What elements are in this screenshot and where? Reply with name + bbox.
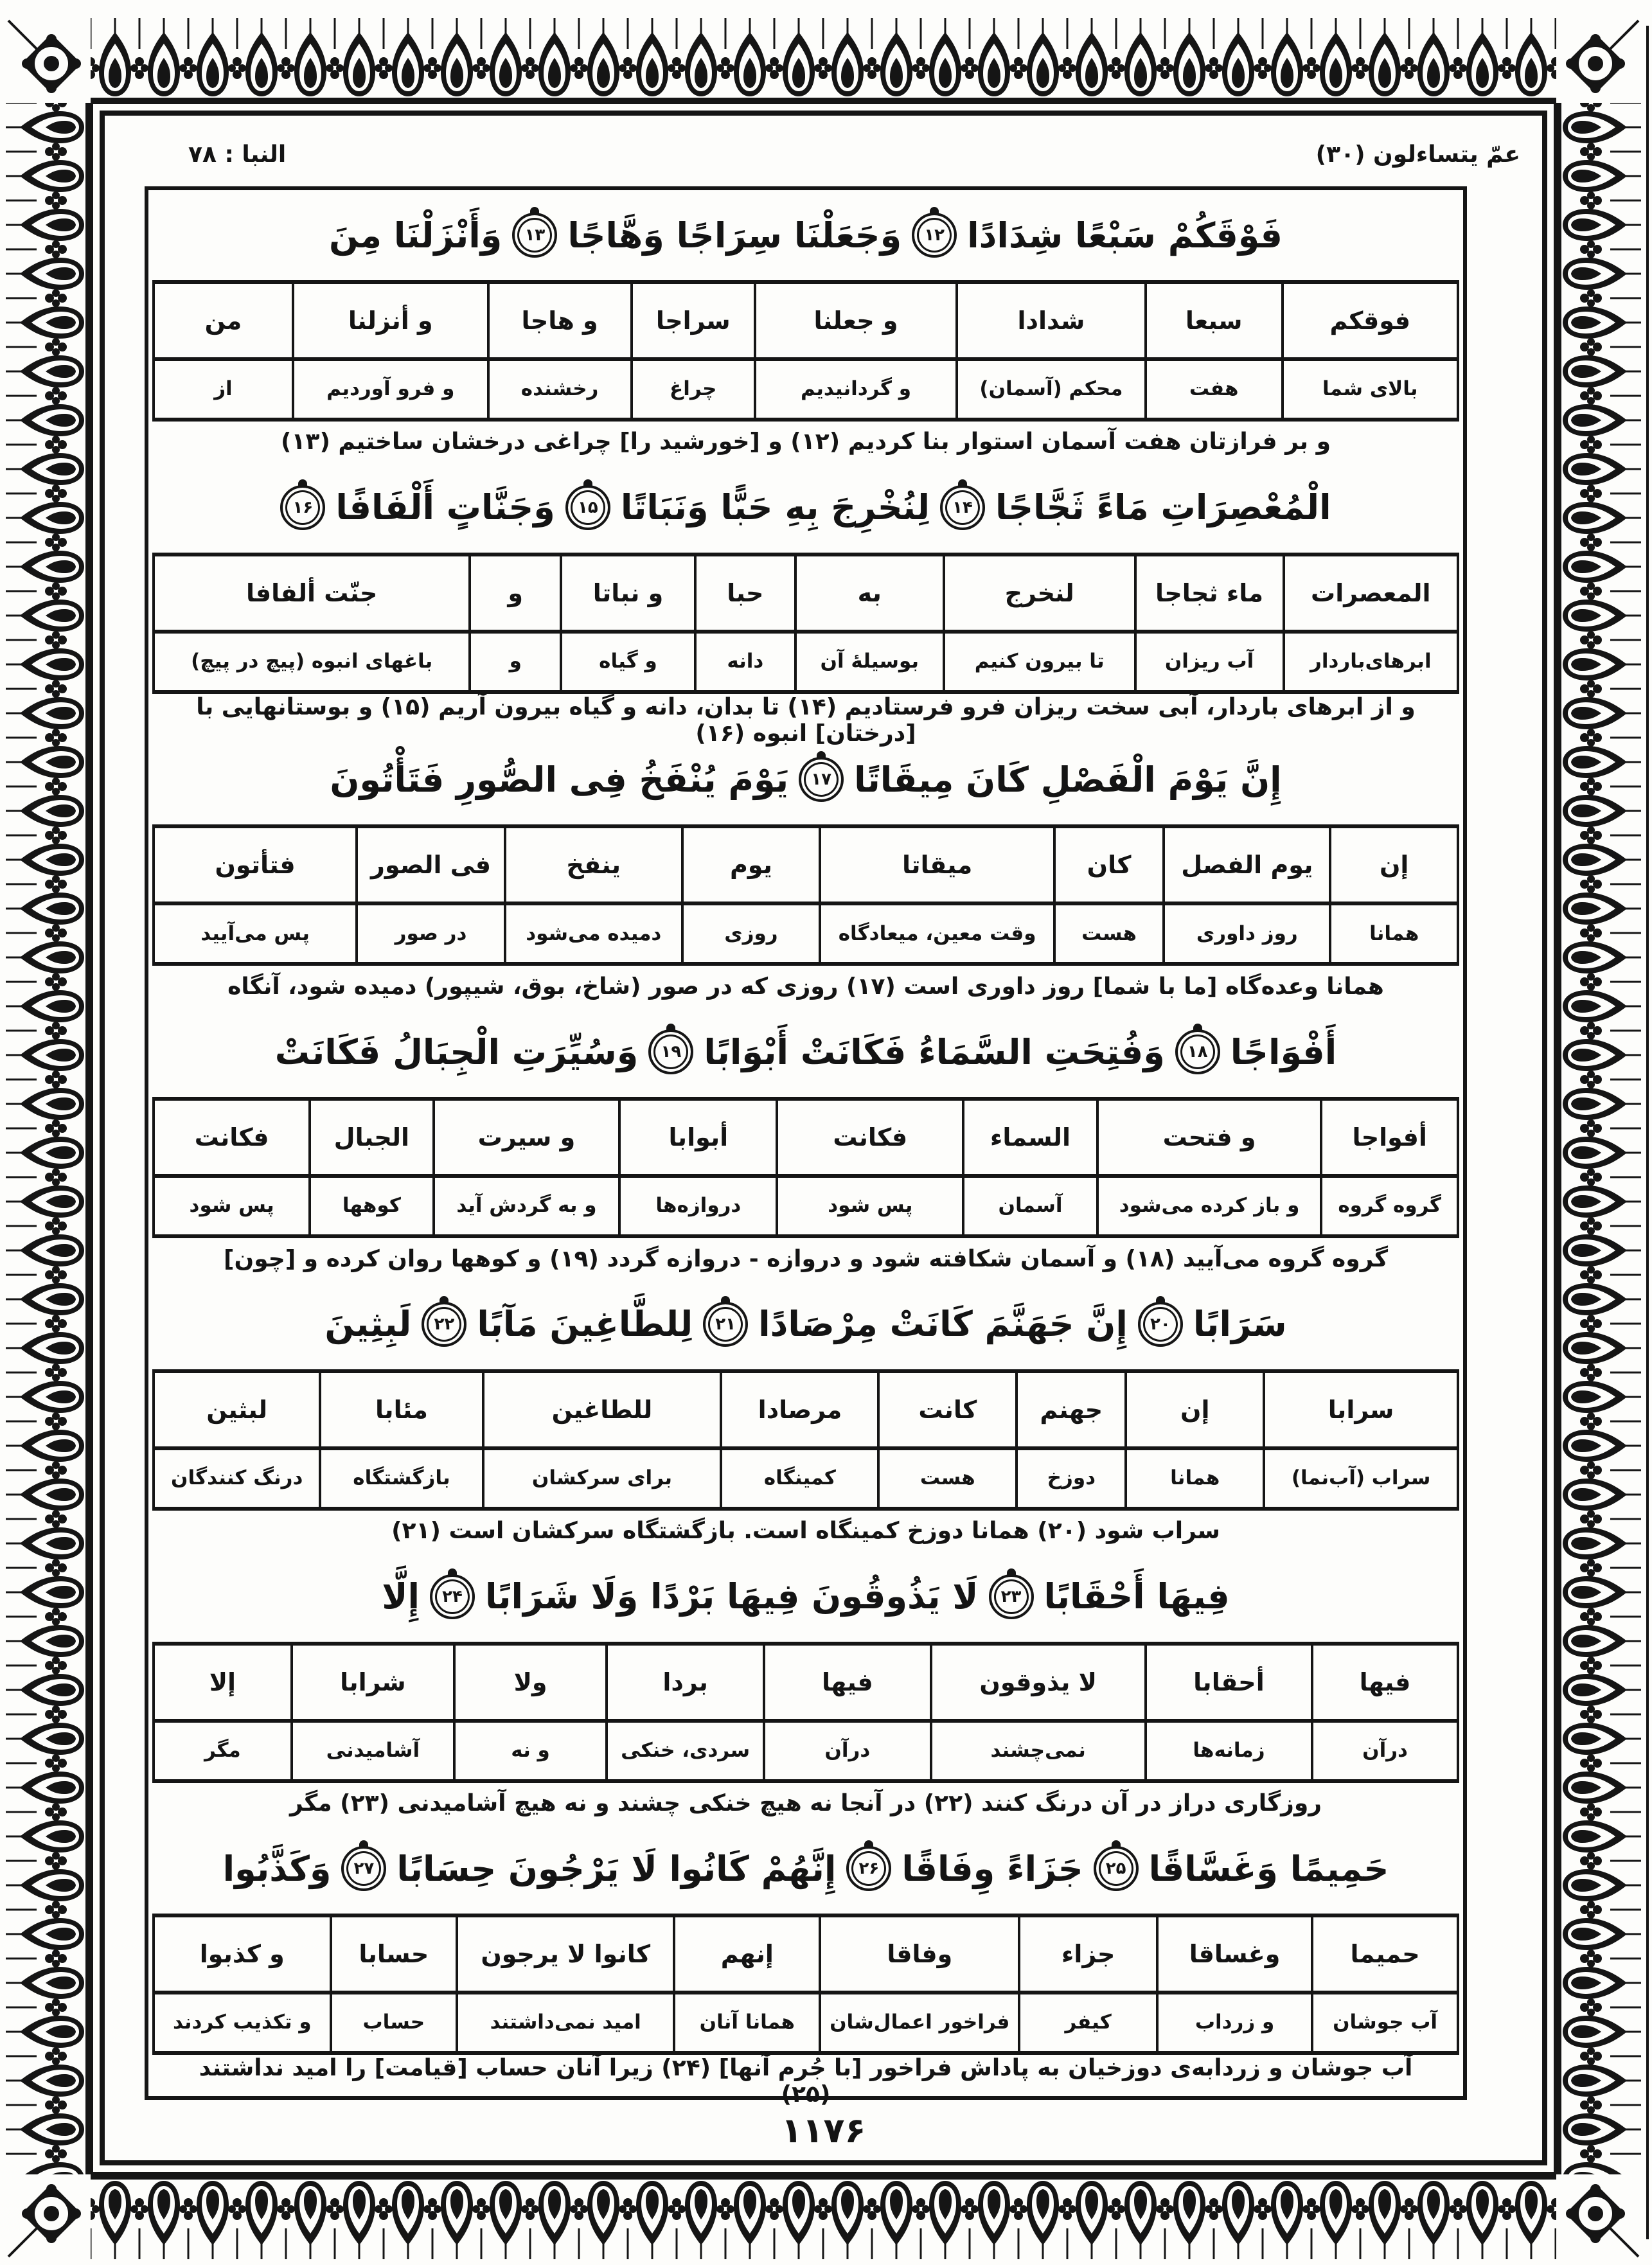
ayah-number-medallion: ۲۲ xyxy=(422,1302,466,1347)
arabic-word-cell: لا يذوقون xyxy=(932,1646,1144,1723)
verse-block xyxy=(152,463,1459,747)
word-column xyxy=(1134,556,1283,690)
word-column xyxy=(794,556,943,690)
ayah-number-medallion: ۲۷ xyxy=(341,1846,386,1891)
persian-meaning-cell: و گیاه xyxy=(599,649,657,673)
persian-meaning-cell: سردی، خنکی xyxy=(621,1738,751,1762)
verse-text: لِلطَّاغِينَ مَآبًا xyxy=(477,1304,693,1345)
word-column xyxy=(504,828,681,962)
verse-text: يَوْمَ يُنْفَخُ فِی الصُّورِ فَتَأْتُونَ xyxy=(330,759,789,800)
persian-translation: و بر فرازتان هفت آسمان استوار بنا کردیم (۱۲) و [خورشید را] چراغی درخشان ساختیم (۱۳) xyxy=(281,429,1331,456)
arabic-word-cell: ينفخ xyxy=(506,828,681,905)
arabic-word-cell: فيها xyxy=(765,1646,929,1723)
arabic-word-cell: و نباتا xyxy=(562,556,694,634)
persian-meaning-cell: نمی‌چشند xyxy=(990,1738,1086,1762)
ornamental-border-bottom xyxy=(91,2174,1556,2259)
verse-text: أَفْوَاجًا xyxy=(1230,1031,1337,1072)
persian-meaning-cell: مگر xyxy=(204,1738,241,1762)
arabic-word-cell: و فتحت xyxy=(1099,1101,1320,1178)
arabic-word-cell: المعصرات xyxy=(1285,556,1457,634)
word-translation-table xyxy=(152,1914,1459,2055)
persian-meaning-cell: آب جوشان xyxy=(1333,2011,1438,2034)
ayah-number-medallion: ۱۹ xyxy=(648,1029,693,1074)
persian-meaning-cell: و به گردش آید xyxy=(456,1194,597,1218)
word-column xyxy=(819,1917,1018,2051)
verse-text: حَمِيمًا وَغَسَّاقًا xyxy=(1148,1848,1389,1889)
verse-block xyxy=(152,1824,1459,2108)
border-corner-rosette xyxy=(1556,2174,1641,2259)
persian-meaning-cell: پس شود xyxy=(828,1194,913,1218)
persian-meaning-cell: و تکذیب کردند xyxy=(172,2011,312,2034)
word-column xyxy=(930,1646,1144,1779)
word-column xyxy=(155,556,468,690)
persian-meaning-cell: روز داوری xyxy=(1196,921,1298,945)
arabic-word-cell: جزاء xyxy=(1020,1917,1156,1994)
arabic-word-cell: فتأتون xyxy=(155,828,355,905)
verse-block xyxy=(152,1552,1459,1824)
ayah-number-medallion: ۱۸ xyxy=(1175,1029,1220,1074)
persian-meaning-cell: آب ریزان xyxy=(1164,649,1254,673)
persian-meaning-cell: و باز کرده می‌شود xyxy=(1119,1194,1300,1218)
word-column xyxy=(355,828,504,962)
ayah-number-medallion: ۱۴ xyxy=(940,485,985,530)
persian-meaning-cell: بوسیلهٔ آن xyxy=(820,649,919,673)
persian-meaning-cell: گروه گروه xyxy=(1338,1194,1441,1218)
arabic-word-cell: حبا xyxy=(697,556,794,634)
verse-text: سَرَابًا xyxy=(1193,1304,1287,1345)
verse-text: فَوْقَكُمْ سَبْعًا شِدَادًا xyxy=(967,215,1283,256)
arabic-word-cell: وغساقا xyxy=(1159,1917,1311,1994)
page-frame-inner xyxy=(100,111,1547,2165)
persian-meaning-cell: از xyxy=(214,377,233,401)
persian-meaning-cell: همانا آنان xyxy=(699,2011,795,2034)
persian-meaning-cell: رخشنده xyxy=(520,377,599,401)
verse-text: وَأَنْزَلْنَا مِنَ xyxy=(328,215,502,256)
word-column xyxy=(308,1101,432,1234)
arabic-word-cell: حميما xyxy=(1313,1917,1457,1994)
arabic-word-cell: ولا xyxy=(456,1646,605,1723)
word-translation-table xyxy=(152,1369,1459,1511)
persian-meaning-cell: سراب (آب‌نما) xyxy=(1291,1466,1431,1490)
word-column xyxy=(618,1101,776,1234)
word-column xyxy=(955,284,1144,418)
word-column xyxy=(560,556,694,690)
word-column xyxy=(877,1373,1015,1507)
persian-meaning-cell: وقت معین، میعادگاه xyxy=(838,921,1036,945)
arabic-word-cell: كان xyxy=(1056,828,1162,905)
juz-title: عمّ يتساءلون (۳۰) xyxy=(1315,141,1520,168)
page-header xyxy=(105,116,1542,186)
persian-meaning-cell: همانا xyxy=(1170,1466,1220,1490)
verse-block xyxy=(152,734,1459,1007)
persian-meaning-cell: و نه xyxy=(511,1738,550,1762)
page-frame-outer xyxy=(91,102,1556,2174)
persian-translation: و از ابرهای باردار، آبی سخت ریزان فرو فرستادیم (۱۴) تا بدان، دانه و گیاه بیرون آریم (۱۵) و بوستانهایی با [درختان] انبوه (۱۶) xyxy=(196,693,1416,747)
word-translation-table xyxy=(152,1097,1459,1238)
arabic-word-cell: سرابا xyxy=(1265,1373,1457,1450)
arabic-word-cell: ميقاتا xyxy=(821,828,1053,905)
ornamental-border-right xyxy=(1556,103,1641,2174)
border-corner-rosette xyxy=(6,2174,91,2259)
word-translation-table xyxy=(152,1642,1459,1783)
word-column xyxy=(1311,1917,1457,2051)
arabic-word-cell: و هاجا xyxy=(490,284,630,361)
word-column xyxy=(1053,828,1162,962)
word-column xyxy=(605,1646,763,1779)
persian-meaning-cell: همانا xyxy=(1369,921,1419,945)
persian-meaning-cell: دانه xyxy=(727,649,764,673)
verse-text: إِنَّ جَهَنَّمَ كَانَتْ مِرْصَادًا xyxy=(758,1304,1128,1345)
ayah-number-medallion: ۲۰ xyxy=(1138,1302,1183,1347)
verse-text: لَا يَذُوقُونَ فِيهَا بَرْدًا وَلَا شَرَابًا xyxy=(485,1576,979,1617)
ayah-number-medallion: ۱۷ xyxy=(799,757,844,802)
border-corner-rosette xyxy=(6,18,91,103)
verse-text: إِنَّ يَوْمَ الْفَصْلِ كَانَ مِيقَاتًا xyxy=(854,759,1282,800)
verse-block xyxy=(152,1279,1459,1552)
word-column xyxy=(630,284,754,418)
persian-meaning-cell: کوهها xyxy=(342,1194,401,1218)
border-corner-rosette xyxy=(1556,18,1641,103)
word-column xyxy=(1281,284,1457,418)
persian-meaning-cell: دروازه‌ها xyxy=(655,1194,742,1218)
quran-verse-calligraphy xyxy=(152,463,1459,553)
arabic-word-cell: و جعلنا xyxy=(756,284,955,361)
verse-text: لِنُخْرِجَ بِهِ حَبًّا وَنَبَاتًا xyxy=(620,487,930,528)
word-column xyxy=(776,1101,962,1234)
persian-meaning-cell: بازگشتگاه xyxy=(353,1466,450,1490)
word-column xyxy=(468,556,560,690)
word-column xyxy=(1015,1373,1124,1507)
word-column xyxy=(673,1917,819,2051)
ornamental-border-top xyxy=(91,18,1556,103)
persian-meaning-cell: روزی xyxy=(724,921,778,945)
persian-meaning-cell: و فرو آوردیم xyxy=(326,377,455,401)
word-column xyxy=(1096,1101,1320,1234)
arabic-word-cell: إن xyxy=(1127,1373,1263,1450)
arabic-word-cell: فى الصور xyxy=(358,828,504,905)
arabic-word-cell: كانت xyxy=(880,1373,1015,1450)
persian-meaning-cell: حساب xyxy=(362,2011,425,2034)
word-column xyxy=(1162,828,1329,962)
persian-meaning-cell: و گردانیدیم xyxy=(800,377,912,401)
word-column xyxy=(487,284,630,418)
word-translation-table xyxy=(152,824,1459,966)
quran-verse-calligraphy xyxy=(152,1824,1459,1914)
arabic-word-cell: و سيرت xyxy=(435,1101,619,1178)
persian-meaning-cell: و xyxy=(509,649,522,673)
verse-text: فِيهَا أَحْقَابًا xyxy=(1044,1576,1230,1617)
arabic-word-cell: مرصادا xyxy=(722,1373,877,1450)
arabic-word-cell: حسابا xyxy=(332,1917,456,1994)
ayah-number-medallion: ۲۱ xyxy=(703,1302,748,1347)
ayah-number-medallion: ۲۳ xyxy=(989,1574,1034,1619)
persian-translation: سراب شود (۲۰) همانا دوزخ کمینگاه است. بازگشتگاه سرکشان است (۲۱) xyxy=(391,1518,1220,1545)
surah-title: النبا : ۷۸ xyxy=(188,141,287,168)
quran-verse-calligraphy xyxy=(152,1552,1459,1642)
ayah-number-medallion: ۱۳ xyxy=(512,213,557,258)
word-column xyxy=(1329,828,1457,962)
quran-verse-calligraphy xyxy=(152,1279,1459,1369)
word-column xyxy=(319,1373,481,1507)
persian-meaning-cell: دوزخ xyxy=(1047,1466,1096,1490)
persian-meaning-cell: چراغ xyxy=(670,377,717,401)
word-column xyxy=(155,284,292,418)
arabic-word-cell: فكانت xyxy=(155,1101,308,1178)
persian-meaning-cell: هفت xyxy=(1189,377,1239,401)
word-column xyxy=(330,1917,456,2051)
word-column xyxy=(1144,284,1281,418)
arabic-word-cell: لبثين xyxy=(155,1373,319,1450)
arabic-word-cell: وفاقا xyxy=(821,1917,1018,1994)
persian-meaning-cell: باغهای انبوه (پیچ در پیچ) xyxy=(191,649,433,673)
word-column xyxy=(962,1101,1096,1234)
arabic-word-cell: إنهم xyxy=(675,1917,819,1994)
word-column xyxy=(694,556,794,690)
arabic-word-cell: السماء xyxy=(964,1101,1096,1178)
arabic-word-cell: يوم xyxy=(684,828,819,905)
verse-text: لَبِثِينَ xyxy=(324,1304,412,1345)
word-column xyxy=(819,828,1053,962)
word-column xyxy=(292,284,487,418)
arabic-word-cell: شرابا xyxy=(293,1646,453,1723)
arabic-word-cell: أفواجا xyxy=(1322,1101,1457,1178)
page-number: ۱۱۷۶ xyxy=(781,2110,866,2151)
verse-text: وَجَنَّاتٍ أَلْفَافًا xyxy=(335,487,555,528)
persian-meaning-cell: زمانه‌ها xyxy=(1193,1738,1265,1762)
persian-meaning-cell: پس شود xyxy=(189,1194,274,1218)
word-column xyxy=(482,1373,720,1507)
arabic-word-cell: بردا xyxy=(608,1646,763,1723)
verse-text: إِنَّهُمْ كَانُوا لَا يَرْجُونَ حِسَابًا xyxy=(396,1848,837,1889)
persian-meaning-cell: فراخور اعمال‌شان xyxy=(830,2011,1010,2034)
content-box xyxy=(145,186,1467,2108)
word-column xyxy=(943,556,1134,690)
word-column xyxy=(763,1646,929,1779)
persian-meaning-cell: درآن xyxy=(824,1738,871,1762)
verse-text: إِلَّا xyxy=(382,1576,420,1617)
arabic-word-cell: سراجا xyxy=(633,284,754,361)
persian-meaning-cell: بالای شما xyxy=(1322,377,1418,401)
word-column xyxy=(155,1917,329,2051)
persian-meaning-cell: کیفر xyxy=(1065,2011,1112,2034)
persian-meaning-cell: آسمان xyxy=(998,1194,1063,1218)
verse-block xyxy=(152,1007,1459,1279)
word-column xyxy=(681,828,819,962)
persian-meaning-cell: کمینگاه xyxy=(763,1466,836,1490)
arabic-word-cell: من xyxy=(155,284,292,361)
verse-text: وَفُتِحَتِ السَّمَاءُ فَكَانَتْ أَبْوَابًا xyxy=(704,1031,1165,1072)
ayah-number-medallion: ۱۵ xyxy=(565,485,610,530)
persian-meaning-cell: درآن xyxy=(1362,1738,1408,1762)
word-column xyxy=(155,1646,290,1779)
word-column xyxy=(155,828,355,962)
ayah-number-medallion: ۲۵ xyxy=(1094,1846,1139,1891)
arabic-word-cell: للطاغين xyxy=(484,1373,720,1450)
word-column xyxy=(290,1646,453,1779)
word-column xyxy=(456,1917,673,2051)
arabic-word-cell: جنّت ألفافا xyxy=(155,556,468,634)
persian-meaning-cell: و زرداب xyxy=(1195,2011,1275,2034)
word-column xyxy=(453,1646,605,1779)
arabic-word-cell: كانوا لا يرجون xyxy=(458,1917,673,1994)
persian-meaning-cell: درنگ کنندگان xyxy=(171,1466,303,1490)
word-column xyxy=(754,284,955,418)
word-translation-table xyxy=(152,280,1459,422)
ayah-number-medallion: ۲۶ xyxy=(846,1846,891,1891)
persian-meaning-cell: امید نمی‌داشتند xyxy=(490,2011,641,2034)
arabic-word-cell: و كذبوا xyxy=(155,1917,329,1994)
persian-translation: روزگاری دراز در آن درنگ کنند (۲۲) در آنجا نه هیچ خنکی چشند و نه هیچ آشامیدنی (۲۳) مگر xyxy=(289,1790,1322,1816)
page-edge-line xyxy=(1646,26,1649,2239)
arabic-word-cell: إلا xyxy=(155,1646,290,1723)
arabic-word-cell: مئابا xyxy=(321,1373,481,1450)
arabic-word-cell: يوم الفصل xyxy=(1165,828,1329,905)
word-column xyxy=(1156,1917,1311,2051)
persian-meaning-cell: محکم (آسمان) xyxy=(979,377,1123,401)
arabic-word-cell: ماء ثجاجا xyxy=(1137,556,1283,634)
persian-translation: گروه گروه می‌آیید (۱۸) و آسمان شکافته شود و دروازه - دروازه گردد (۱۹) و کوهها روان کرده و [چون] xyxy=(224,1245,1388,1272)
persian-meaning-cell: پس می‌آیید xyxy=(200,921,310,945)
persian-meaning-cell: تا بیرون کنیم xyxy=(974,649,1105,673)
ornamental-border-left xyxy=(6,103,91,2174)
word-column xyxy=(720,1373,877,1507)
word-column xyxy=(1144,1646,1311,1779)
arabic-word-cell: شدادا xyxy=(958,284,1144,361)
verse-text: الْمُعْصِرَاتِ مَاءً ثَجَّاجًا xyxy=(995,487,1331,528)
arabic-word-cell: به xyxy=(797,556,943,634)
quran-verse-calligraphy xyxy=(152,734,1459,824)
verse-text: وَجَعَلْنَا سِرَاجًا وَهَّاجًا xyxy=(567,215,902,256)
word-column xyxy=(155,1101,308,1234)
ayah-number-medallion: ۱۲ xyxy=(912,213,957,258)
persian-translation: همانا وعده‌گاه [ما با شما] روز داوری است (۱۷) روزی که در صور (شاخ، بوق، شیپور) دمیده شود، آنگاه xyxy=(227,973,1384,1000)
ayah-number-medallion: ۱۶ xyxy=(280,485,325,530)
persian-meaning-cell: برای سرکشان xyxy=(531,1466,673,1490)
persian-meaning-cell: آشامیدنی xyxy=(326,1738,420,1762)
quran-verse-calligraphy xyxy=(152,190,1459,280)
arabic-word-cell: و xyxy=(471,556,560,634)
arabic-word-cell: الجبال xyxy=(311,1101,432,1178)
word-column xyxy=(155,1373,319,1507)
verse-text: جَزَاءً وِفَاقًا xyxy=(901,1848,1083,1889)
persian-meaning-cell: ابرهای‌باردار xyxy=(1310,649,1432,673)
word-column xyxy=(1283,556,1457,690)
word-column xyxy=(1124,1373,1263,1507)
arabic-word-cell: فوقكم xyxy=(1284,284,1457,361)
verse-block xyxy=(152,190,1459,463)
word-column xyxy=(1311,1646,1457,1779)
persian-translation: آب جوشان و زردابه‌ی دوزخیان به پاداش فراخور [با جُرم آنها] (۲۴) زیرا آنان حساب [قیامت] را امید نداشتند (۲۵) xyxy=(199,2055,1413,2108)
word-translation-table xyxy=(152,553,1459,694)
arabic-word-cell: لنخرج xyxy=(945,556,1134,634)
ayah-number-medallion: ۲۴ xyxy=(430,1574,475,1619)
arabic-word-cell: أبوابا xyxy=(621,1101,776,1178)
persian-meaning-cell: در صور xyxy=(395,921,467,945)
arabic-word-cell: و أنزلنا xyxy=(294,284,487,361)
persian-meaning-cell: هست xyxy=(919,1466,975,1490)
verse-text: وَسُيِّرَتِ الْجِبَالُ فَكَانَتْ xyxy=(274,1031,639,1072)
quran-verse-calligraphy xyxy=(152,1007,1459,1097)
page-footer xyxy=(105,2100,1542,2160)
word-column xyxy=(1320,1101,1457,1234)
arabic-word-cell: إن xyxy=(1331,828,1457,905)
word-column xyxy=(1018,1917,1156,2051)
persian-meaning-cell: دمیده می‌شود xyxy=(526,921,662,945)
verse-text: وَكَذَّبُوا xyxy=(222,1848,332,1889)
persian-meaning-cell: هست xyxy=(1081,921,1137,945)
word-column xyxy=(1263,1373,1457,1507)
arabic-word-cell: أحقابا xyxy=(1147,1646,1311,1723)
word-column xyxy=(432,1101,619,1234)
arabic-word-cell: جهنم xyxy=(1018,1373,1124,1450)
arabic-word-cell: فيها xyxy=(1313,1646,1457,1723)
arabic-word-cell: سبعا xyxy=(1147,284,1281,361)
arabic-word-cell: فكانت xyxy=(778,1101,962,1178)
